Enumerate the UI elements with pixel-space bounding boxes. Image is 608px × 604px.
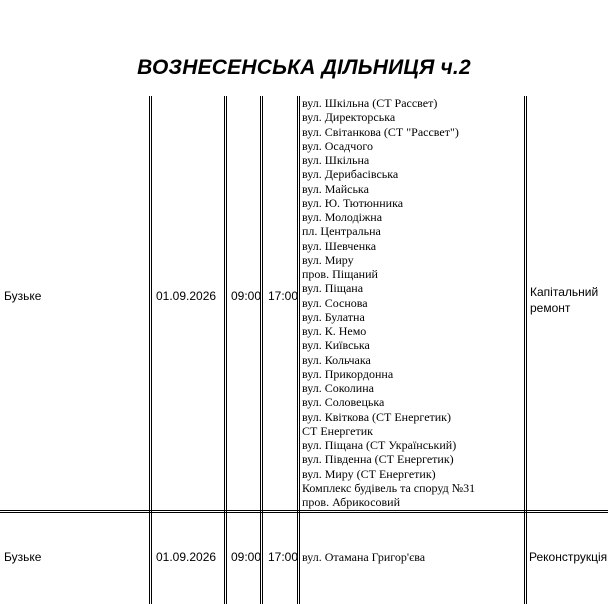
list-item: вул. Кольчака <box>302 352 371 367</box>
list-item: пл. Центральна <box>302 224 381 239</box>
list-item: СТ Енергетик <box>302 423 373 438</box>
list-item: вул. Майська <box>302 181 369 196</box>
list-item: вул. Південна (СТ Енергетик) <box>302 452 454 467</box>
list-item: вул. Квіткова (СТ Енергетик) <box>302 409 452 424</box>
list-item: вул. Ю. Тютюнника <box>302 195 404 210</box>
date-cell: 01.09.2026 <box>156 550 217 564</box>
list-item: вул. Світанкова (СТ "Рассвет") <box>302 124 459 139</box>
list-item: вул. Осадчого <box>302 138 373 153</box>
list-item: вул. Соловецька <box>302 395 385 410</box>
column-divider <box>224 96 227 604</box>
list-item: пров. Абрикосовий <box>302 495 401 509</box>
list-item: вул. Київська <box>302 338 370 353</box>
row-divider <box>0 510 608 513</box>
settlement-cell: Бузьке <box>4 550 42 564</box>
list-item: вул. Шкільна (СТ Рассвет) <box>302 96 438 110</box>
list-item: вул. Соснова <box>302 295 368 310</box>
list-item: Комплекс будівель та споруд №31 <box>302 480 476 495</box>
settlement-cell: Бузьке <box>4 289 42 303</box>
column-divider <box>149 96 152 604</box>
time-to-cell: 17:00 <box>268 289 299 303</box>
list-item: вул. Молодіжна <box>302 210 383 224</box>
work-type-cell: Реконструкція <box>529 550 608 564</box>
list-item: вул. Дерибасівська <box>302 167 399 182</box>
list-item: вул. Шевченка <box>302 238 377 253</box>
date-cell: 01.09.2026 <box>156 289 217 303</box>
list-item: вул. Директорська <box>302 110 396 125</box>
column-divider <box>297 96 300 604</box>
work-type-cell <box>530 284 598 316</box>
work-type-line: ремонт <box>530 301 571 315</box>
time-from-cell: 09:00 <box>231 550 262 564</box>
street-list <box>302 96 475 509</box>
list-item: вул. Булатна <box>302 309 365 324</box>
list-item: вул. Піщана (СТ Український) <box>302 438 457 452</box>
page-title: ВОЗНЕСЕНСЬКА ДІЛЬНИЦЯ ч.2 <box>137 56 471 79</box>
list-item: вул. К. Немо <box>302 324 367 338</box>
list-item: вул. Миру <box>302 252 354 267</box>
list-item: вул. Соколина <box>302 381 374 395</box>
street-cell: вул. Отамана Григор'єва <box>302 550 426 564</box>
time-from-cell: 09:00 <box>231 289 262 303</box>
column-divider <box>524 96 527 604</box>
work-type-line: Капітальний <box>530 285 599 299</box>
list-item: вул. Прикордонна <box>302 366 394 381</box>
time-to-cell: 17:00 <box>268 550 299 564</box>
list-item: вул. Піщана <box>302 281 364 296</box>
list-item: пров. Піщаний <box>302 267 378 281</box>
column-divider <box>260 96 263 604</box>
list-item: вул. Миру (СТ Енергетик) <box>302 466 436 481</box>
list-item: вул. Шкільна <box>302 153 370 167</box>
